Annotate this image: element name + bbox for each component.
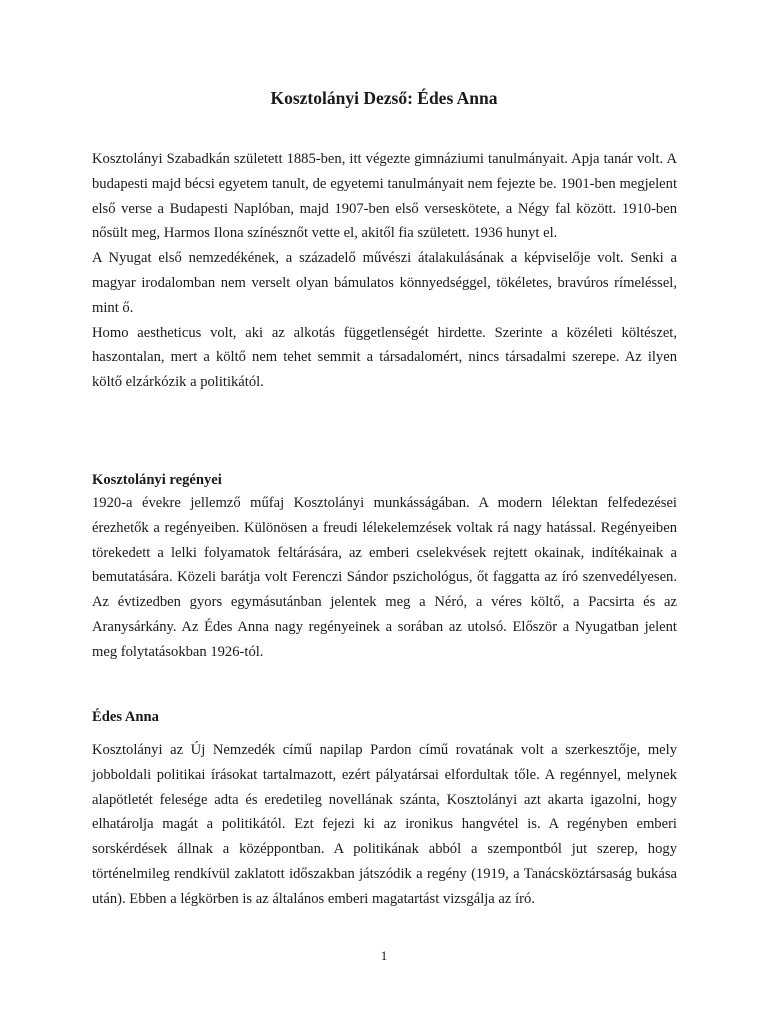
edes-anna-heading-wrap: [92, 705, 677, 730]
intro-section: [92, 147, 677, 395]
intro-paragraph-1: Kosztolányi Szabadkán született 1885-ben, itt végezte gimnáziumi tanulmányait. Apja tanár volt. A budapesti majd bécsi egyetem tanult, de egyetemi tanulmányait nem fejezte be. 1901-ben megjelent első verse a Budapesti Naplóban, majd 1907-ben első verseskötete, a Négy fal között. 1910-ben nősült meg, Harmos Ilona színésznőt vette el, akitől fia született. 1936 hunyt el.: [92, 151, 677, 242]
novels-section: [92, 491, 677, 665]
edes-anna-section: [92, 738, 677, 912]
novels-section-heading: Kosztolányi regényei: [92, 472, 222, 488]
page-number: 1: [380, 948, 388, 963]
novels-paragraph: 1920-a évekre jellemző műfaj Kosztolányi munkásságában. A modern lélektan felfedezései érezhetők a regényeiben. Különösen a freudi lélekelemzések voltak rá nagy hatással. Regényeiben törekedett a lelki folyamatok feltárására, az emberi cselekvések rejtett okainak, indítékainak a bemutatására. Közeli barátja volt Ferenczi Sándor pszichológus, őt faggatta az író szenvedélyesen. Az évtizedben gyors egymásutánban jelentek meg a Néró, a véres költő, a Pacsirta és az Aranysárkány. Az Édes Anna nagy regényeinek a sorában az utolsó. Először a Nyugatban jelent meg folytatásokban 1926-tól.: [92, 495, 677, 660]
novels-heading-wrap: [92, 468, 677, 493]
intro-paragraph-2: A Nyugat első nemzedékének, a századelő művészi átalakulásának a képviselője volt. Senki a magyar irodalomban nem verselt olyan bámulatos könnyedséggel, tökéletes, bravúros rímeléssel, mint ő.: [92, 250, 677, 316]
document-title: Kosztolányi Dezső: Édes Anna: [270, 88, 498, 108]
intro-paragraph-3: Homo aestheticus volt, aki az alkotás függetlenségét hirdette. Szerinte a közéleti költészet, haszontalan, mert a költő nem tehet semmit a társadalomért, nincs társadalmi szerepe. Az ilyen költő elzárkózik a politikától.: [92, 324, 677, 391]
edes-anna-paragraph: Kosztolányi az Új Nemzedék című napilap Pardon című rovatának volt a szerkesztője, mely jobboldali politikai írásokat tartalmazott, ezért pályatársai elfordultak tőle. A regénnyel, melynek alapötletét felesége adta és eredetileg novellának szánta, Kosztolányi azt akarta igazolni, hogy elhatárolja magát a politikától. Ezt fejezi ki az ironikus hangvétel is. A regényben emberi sorskérdések állnak a középpontban. A politikának abból a szempontból jut szerep, hogy történelmileg rendkívül zaklatott időszakban játszódik a regény (1919, a Tanácsköztársaság bukása után). Ebben a légkörben is az általános emberi magatartást vizsgálja az író.: [92, 742, 677, 907]
edes-anna-section-heading: Édes Anna: [92, 709, 159, 725]
